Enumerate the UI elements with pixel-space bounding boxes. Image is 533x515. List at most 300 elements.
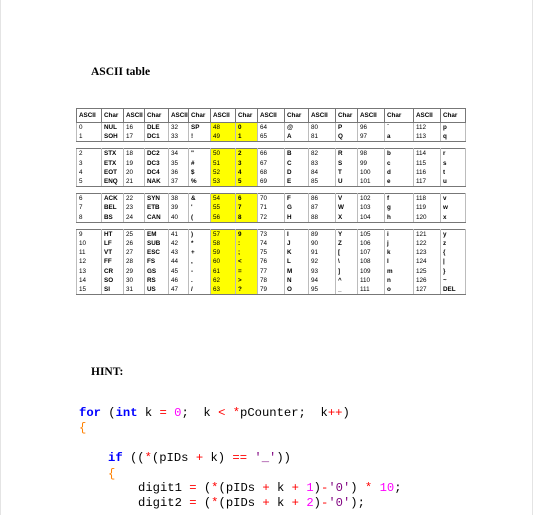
char-cell: [ xyxy=(336,248,358,257)
column-header: ASCII xyxy=(358,109,385,123)
char-cell: 3 xyxy=(236,159,258,168)
char-cell: EM xyxy=(145,229,169,239)
code-token: * xyxy=(144,451,152,465)
char-cell: 1 xyxy=(236,132,258,142)
code-cell: 98 xyxy=(358,149,385,159)
char-cell: VT xyxy=(102,248,124,257)
code-cell: 3 xyxy=(77,159,102,168)
code-cell: 88 xyxy=(309,213,336,223)
char-cell: ESC xyxy=(145,248,169,257)
column-header: ASCII xyxy=(258,109,285,123)
code-token: (pIDs xyxy=(218,496,263,510)
char-cell: e xyxy=(385,177,414,187)
code-cell: 7 xyxy=(77,203,102,212)
code-cell: 19 xyxy=(124,159,145,168)
char-cell: n xyxy=(385,276,414,285)
code-cell: 0 xyxy=(77,123,102,133)
code-cell: 50 xyxy=(211,149,236,159)
code-token: ) xyxy=(313,496,321,510)
code-cell: 117 xyxy=(414,177,441,187)
code-cell: 25 xyxy=(124,229,145,239)
code-cell: 112 xyxy=(414,123,441,133)
code-cell: 72 xyxy=(258,213,285,223)
code-token: = xyxy=(189,496,197,510)
code-token: ( xyxy=(196,481,212,495)
code-cell: 24 xyxy=(124,213,145,223)
char-cell: h xyxy=(385,213,414,223)
char-cell: O xyxy=(285,285,309,295)
column-header: Char xyxy=(189,109,211,123)
code-token: for xyxy=(79,406,101,420)
column-header: Char xyxy=(145,109,169,123)
char-cell: x xyxy=(441,213,466,223)
column-header: ASCII xyxy=(169,109,189,123)
char-cell: F xyxy=(285,194,309,204)
code-cell: 67 xyxy=(258,159,285,168)
code-token: ; k xyxy=(181,406,219,420)
char-cell: % xyxy=(189,177,211,187)
code-cell: 102 xyxy=(358,194,385,204)
code-cell: 59 xyxy=(211,248,236,257)
code-token: if xyxy=(108,451,123,465)
code-cell: 110 xyxy=(358,276,385,285)
char-cell: Q xyxy=(336,132,358,142)
table-row xyxy=(77,203,466,212)
code-cell: 92 xyxy=(309,257,336,266)
code-cell: 12 xyxy=(77,257,102,266)
char-cell: : xyxy=(236,239,258,248)
code-cell: 114 xyxy=(414,149,441,159)
char-cell: $ xyxy=(189,168,211,177)
code-cell: 41 xyxy=(169,229,189,239)
code-cell: 22 xyxy=(124,194,145,204)
code-cell: 116 xyxy=(414,168,441,177)
column-header: ASCII xyxy=(77,109,102,123)
char-cell: ~ xyxy=(441,276,466,285)
code-token: + xyxy=(291,481,299,495)
char-cell: m xyxy=(385,267,414,276)
char-cell: < xyxy=(236,257,258,266)
code-token: ( xyxy=(100,406,116,420)
char-cell: SYN xyxy=(145,194,169,204)
code-cell: 53 xyxy=(211,177,236,187)
code-cell: 2 xyxy=(77,149,102,159)
code-cell: 66 xyxy=(258,149,285,159)
char-cell: ? xyxy=(236,285,258,295)
char-cell: DC4 xyxy=(145,168,169,177)
code-cell: 39 xyxy=(169,203,189,212)
table-row xyxy=(77,132,466,142)
code-cell: 43 xyxy=(169,248,189,257)
code-cell: 13 xyxy=(77,267,102,276)
code-line-if xyxy=(108,451,291,465)
char-cell: | xyxy=(441,257,466,266)
code-cell: 44 xyxy=(169,257,189,266)
code-cell: 31 xyxy=(124,285,145,295)
char-cell: r xyxy=(441,149,466,159)
code-token xyxy=(372,481,379,495)
code-token: + xyxy=(291,496,299,510)
table-row xyxy=(77,159,466,168)
code-cell: 91 xyxy=(309,248,336,257)
char-cell: 7 xyxy=(236,203,258,212)
code-cell: 8 xyxy=(77,213,102,223)
code-line-digit1 xyxy=(138,481,402,495)
char-cell: 6 xyxy=(236,194,258,204)
code-token: 2 xyxy=(306,496,314,510)
code-token: k xyxy=(269,496,292,510)
code-cell: 113 xyxy=(414,132,441,142)
char-cell: M xyxy=(285,267,309,276)
spacer-cell xyxy=(77,222,466,229)
code-cell: 115 xyxy=(414,159,441,168)
code-cell: 126 xyxy=(414,276,441,285)
code-token: = xyxy=(189,481,197,495)
code-token: == xyxy=(232,451,248,465)
table-row xyxy=(77,239,466,248)
code-cell: 101 xyxy=(358,177,385,187)
code-line-inner-brace: { xyxy=(108,467,116,481)
code-cell: 9 xyxy=(77,229,102,239)
group-spacer xyxy=(77,222,466,229)
code-cell: 103 xyxy=(358,203,385,212)
char-cell: ( xyxy=(189,213,211,223)
char-cell: " xyxy=(189,149,211,159)
table-row xyxy=(77,267,466,276)
code-cell: 109 xyxy=(358,267,385,276)
code-token: digit2 xyxy=(138,496,190,510)
code-cell: 56 xyxy=(211,213,236,223)
code-cell: 23 xyxy=(124,203,145,212)
code-cell: 4 xyxy=(77,168,102,177)
char-cell: , xyxy=(189,257,211,266)
code-cell: 70 xyxy=(258,194,285,204)
char-cell: = xyxy=(236,267,258,276)
code-cell: 14 xyxy=(77,276,102,285)
code-cell: 52 xyxy=(211,168,236,177)
char-cell: @ xyxy=(285,123,309,133)
char-cell: DLE xyxy=(145,123,169,133)
code-cell: 60 xyxy=(211,257,236,266)
char-cell: SO xyxy=(102,276,124,285)
char-cell: V xyxy=(336,194,358,204)
char-cell: CR xyxy=(102,267,124,276)
code-token: k xyxy=(269,481,292,495)
code-cell: 127 xyxy=(414,285,441,295)
table-row xyxy=(77,213,466,223)
char-cell: w xyxy=(441,203,466,212)
code-cell: 28 xyxy=(124,257,145,266)
table-row xyxy=(77,276,466,285)
char-cell: H xyxy=(285,213,309,223)
code-token: k) xyxy=(203,451,233,465)
column-header: Char xyxy=(236,109,258,123)
char-cell: E xyxy=(285,177,309,187)
table-body xyxy=(77,123,466,295)
page-title: ASCII table xyxy=(91,66,151,78)
code-cell: 62 xyxy=(211,276,236,285)
code-token: * xyxy=(232,406,241,420)
char-cell: R xyxy=(336,149,358,159)
column-header: Char xyxy=(336,109,358,123)
code-cell: 85 xyxy=(309,177,336,187)
code-token: - xyxy=(320,481,329,495)
code-cell: 73 xyxy=(258,229,285,239)
char-cell: J xyxy=(285,239,309,248)
code-token: '_' xyxy=(254,451,277,465)
code-cell: 18 xyxy=(124,149,145,159)
char-cell: 4 xyxy=(236,168,258,177)
code-cell: 37 xyxy=(169,177,189,187)
code-cell: 71 xyxy=(258,203,285,212)
char-cell: SOH xyxy=(102,132,124,142)
code-cell: 42 xyxy=(169,239,189,248)
code-token: pCounter; k xyxy=(240,406,328,420)
char-cell: T xyxy=(336,168,358,177)
code-token: (pIDs xyxy=(151,451,196,465)
char-cell: + xyxy=(189,248,211,257)
code-cell: 86 xyxy=(309,194,336,204)
char-cell: ^ xyxy=(336,276,358,285)
char-cell: t xyxy=(441,168,466,177)
code-cell: 83 xyxy=(309,159,336,168)
char-cell: _ xyxy=(336,285,358,295)
code-cell: 55 xyxy=(211,203,236,212)
char-cell: DC1 xyxy=(145,132,169,142)
code-cell: 82 xyxy=(309,149,336,159)
char-cell: US xyxy=(145,285,169,295)
group-spacer xyxy=(77,187,466,194)
code-cell: 11 xyxy=(77,248,102,257)
code-line-open-brace: { xyxy=(79,421,87,435)
code-cell: 76 xyxy=(258,257,285,266)
char-cell: EOT xyxy=(102,168,124,177)
char-cell: HT xyxy=(102,229,124,239)
code-cell: 81 xyxy=(309,132,336,142)
code-cell: 15 xyxy=(77,285,102,295)
code-cell: 104 xyxy=(358,213,385,223)
char-cell: # xyxy=(189,159,211,168)
code-token: ) xyxy=(342,406,350,420)
code-token: 0 xyxy=(174,406,182,420)
code-token: digit1 xyxy=(138,481,190,495)
code-cell: 65 xyxy=(258,132,285,142)
code-token: * xyxy=(364,481,373,495)
code-cell: 6 xyxy=(77,194,102,204)
char-cell: f xyxy=(385,194,414,204)
spacer-cell xyxy=(77,142,466,149)
char-cell: ACK xyxy=(102,194,124,204)
code-token: (pIDs xyxy=(218,481,263,495)
code-cell: 58 xyxy=(211,239,236,248)
spacer-cell xyxy=(77,187,466,194)
code-cell: 94 xyxy=(309,276,336,285)
code-token: ) xyxy=(313,481,321,495)
table-row xyxy=(77,194,466,204)
code-cell: 108 xyxy=(358,257,385,266)
code-cell: 87 xyxy=(309,203,336,212)
char-cell: BS xyxy=(102,213,124,223)
table-row xyxy=(77,248,466,257)
char-cell: ; xyxy=(236,248,258,257)
code-cell: 119 xyxy=(414,203,441,212)
char-cell: ETB xyxy=(145,203,169,212)
code-cell: 54 xyxy=(211,194,236,204)
code-token: - xyxy=(320,496,329,510)
char-cell: p xyxy=(441,123,466,133)
code-token: + xyxy=(195,451,204,465)
char-cell: D xyxy=(285,168,309,177)
table-row xyxy=(77,257,466,266)
code-cell: 68 xyxy=(258,168,285,177)
char-cell: a xyxy=(385,132,414,142)
code-cell: 57 xyxy=(211,229,236,239)
code-cell: 75 xyxy=(258,248,285,257)
column-header: ASCII xyxy=(211,109,236,123)
char-cell: N xyxy=(285,276,309,285)
char-cell: STX xyxy=(102,149,124,159)
char-cell: P xyxy=(336,123,358,133)
code-token: = xyxy=(159,406,167,420)
code-token: ) xyxy=(350,481,365,495)
code-cell: 106 xyxy=(358,239,385,248)
table-row xyxy=(77,285,466,295)
code-cell: 79 xyxy=(258,285,285,295)
code-cell: 124 xyxy=(414,257,441,266)
char-cell: v xyxy=(441,194,466,204)
char-cell: FS xyxy=(145,257,169,266)
code-cell: 105 xyxy=(358,229,385,239)
char-cell: 0 xyxy=(236,123,258,133)
table-row xyxy=(77,168,466,177)
code-cell: 51 xyxy=(211,159,236,168)
char-cell: & xyxy=(189,194,211,204)
code-line-digit2 xyxy=(138,496,365,510)
char-cell: g xyxy=(385,203,414,212)
code-token: 10 xyxy=(379,481,395,495)
char-cell: DC2 xyxy=(145,149,169,159)
code-cell: 121 xyxy=(414,229,441,239)
code-cell: 93 xyxy=(309,267,336,276)
char-cell: ' xyxy=(189,203,211,212)
table-row xyxy=(77,177,466,187)
code-cell: 49 xyxy=(211,132,236,142)
char-cell: * xyxy=(189,239,211,248)
code-cell: 80 xyxy=(309,123,336,133)
code-cell: 32 xyxy=(169,123,189,133)
char-cell: K xyxy=(285,248,309,257)
char-cell: l xyxy=(385,257,414,266)
code-cell: 29 xyxy=(124,267,145,276)
hint-heading: HINT: xyxy=(91,366,124,378)
char-cell: o xyxy=(385,285,414,295)
char-cell: BEL xyxy=(102,203,124,212)
code-cell: 89 xyxy=(309,229,336,239)
char-cell: C xyxy=(285,159,309,168)
code-token: ++ xyxy=(327,406,343,420)
char-cell: U xyxy=(336,177,358,187)
code-token: int xyxy=(115,406,138,420)
char-cell: y xyxy=(441,229,466,239)
table-header-row xyxy=(77,109,466,123)
char-cell: u xyxy=(441,177,466,187)
code-cell: 125 xyxy=(414,267,441,276)
char-cell: LF xyxy=(102,239,124,248)
char-cell: X xyxy=(336,213,358,223)
char-cell: 5 xyxy=(236,177,258,187)
char-cell: FF xyxy=(102,257,124,266)
code-cell: 34 xyxy=(169,149,189,159)
char-cell: i xyxy=(385,229,414,239)
char-cell: s xyxy=(441,159,466,168)
code-cell: 40 xyxy=(169,213,189,223)
code-cell: 46 xyxy=(169,276,189,285)
code-cell: 74 xyxy=(258,239,285,248)
code-cell: 45 xyxy=(169,267,189,276)
char-cell: Z xyxy=(336,239,358,248)
char-cell: j xyxy=(385,239,414,248)
table-row xyxy=(77,149,466,159)
code-cell: 26 xyxy=(124,239,145,248)
code-cell: 111 xyxy=(358,285,385,295)
char-cell: } xyxy=(441,267,466,276)
column-header: ASCII xyxy=(124,109,145,123)
code-cell: 97 xyxy=(358,132,385,142)
char-cell: SP xyxy=(189,123,211,133)
code-cell: 27 xyxy=(124,248,145,257)
code-cell: 77 xyxy=(258,267,285,276)
code-token: ); xyxy=(350,496,365,510)
code-cell: 78 xyxy=(258,276,285,285)
char-cell: W xyxy=(336,203,358,212)
column-header: ASCII xyxy=(414,109,441,123)
code-cell: 1 xyxy=(77,132,102,142)
code-token: k xyxy=(137,406,160,420)
char-cell: I xyxy=(285,229,309,239)
code-token: '0' xyxy=(328,496,351,510)
code-cell: 36 xyxy=(169,168,189,177)
column-header: Char xyxy=(441,109,466,123)
char-cell: RS xyxy=(145,276,169,285)
char-cell: / xyxy=(189,285,211,295)
code-cell: 107 xyxy=(358,248,385,257)
code-cell: 63 xyxy=(211,285,236,295)
code-token: (( xyxy=(122,451,145,465)
char-cell: \ xyxy=(336,257,358,266)
char-cell: DEL xyxy=(441,285,466,295)
code-token: * xyxy=(211,481,219,495)
column-header: Char xyxy=(285,109,309,123)
char-cell: { xyxy=(441,248,466,257)
code-token: < xyxy=(218,406,226,420)
code-token: 1 xyxy=(306,481,314,495)
char-cell: z xyxy=(441,239,466,248)
char-cell: 2 xyxy=(236,149,258,159)
char-cell: ) xyxy=(189,229,211,239)
code-cell: 48 xyxy=(211,123,236,133)
char-cell: ENQ xyxy=(102,177,124,187)
code-cell: 17 xyxy=(124,132,145,142)
char-cell: k xyxy=(385,248,414,257)
char-cell: d xyxy=(385,168,414,177)
code-cell: 33 xyxy=(169,132,189,142)
code-cell: 84 xyxy=(309,168,336,177)
code-cell: 90 xyxy=(309,239,336,248)
char-cell: > xyxy=(236,276,258,285)
char-cell: A xyxy=(285,132,309,142)
char-cell: NUL xyxy=(102,123,124,133)
char-cell: B xyxy=(285,149,309,159)
